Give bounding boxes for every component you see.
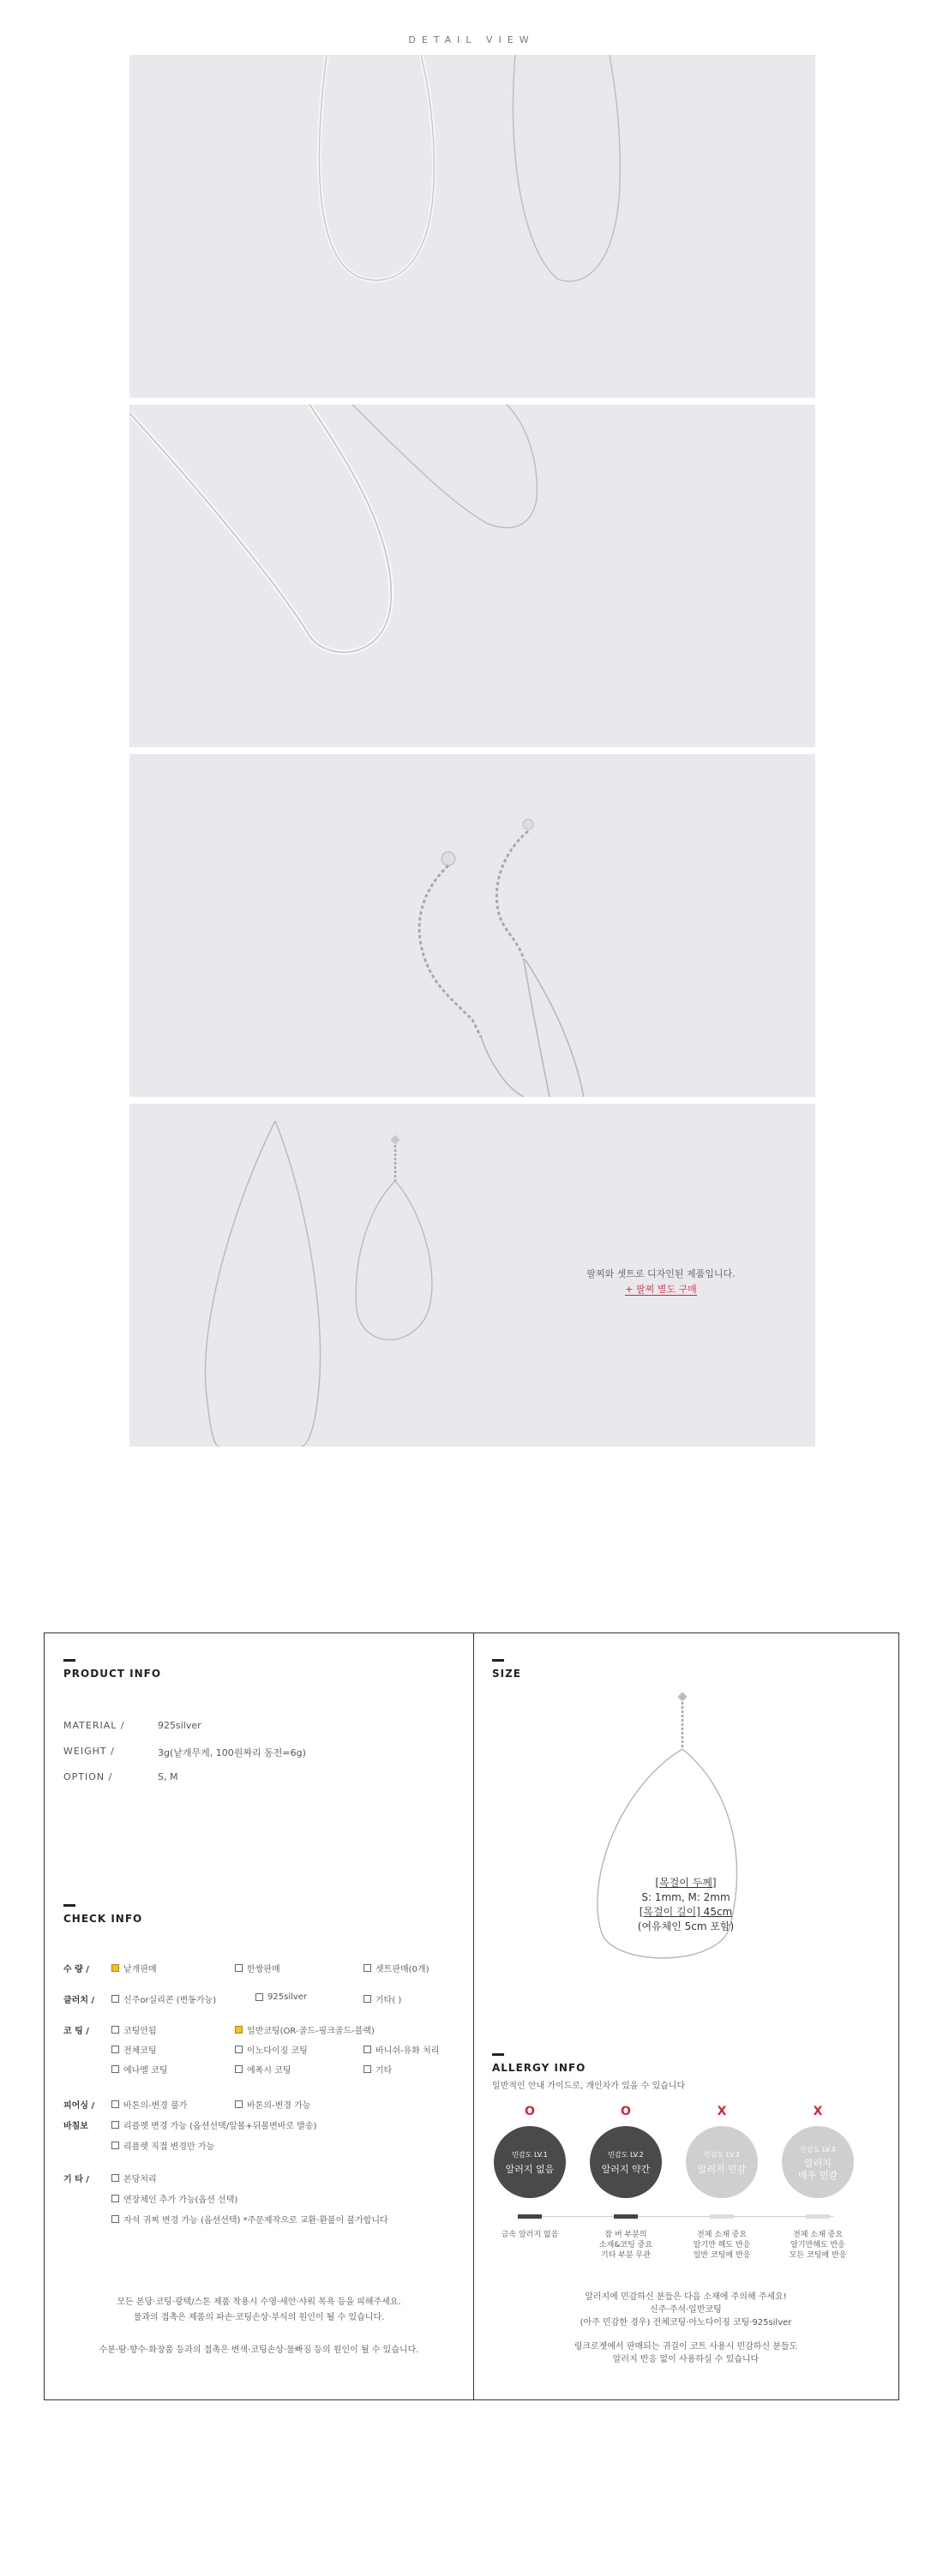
check-option[interactable] xyxy=(235,1962,280,1974)
check-option[interactable] xyxy=(111,2192,237,2205)
check-row-label: 클러치 / xyxy=(63,1996,95,2005)
checkbox-icon[interactable] xyxy=(363,2046,371,2053)
checkbox-checked-icon[interactable] xyxy=(111,1964,119,1972)
check-option[interactable] xyxy=(111,2043,157,2056)
check-option[interactable] xyxy=(111,2139,214,2152)
spec-key: OPTION / xyxy=(63,1771,113,1782)
allergy-note xyxy=(473,2291,898,2329)
allergy-desc-2 xyxy=(583,2230,669,2261)
spec-key: WEIGHT / xyxy=(63,1746,115,1757)
allergy-desc-line: 소재&코팅 중요 xyxy=(598,2241,653,2250)
check-row-etc-3 xyxy=(63,2213,466,2225)
check-option[interactable] xyxy=(111,2023,157,2036)
check-row-quantity xyxy=(63,1962,466,1974)
check-option-label: 일반코팅(OR-골드-핑크골드-블랙) xyxy=(247,2027,375,2036)
check-option-label: 전체코팅 xyxy=(123,2046,157,2056)
check-row-etc xyxy=(63,2172,466,2184)
check-row-etc-2 xyxy=(63,2192,466,2204)
allergy-note-line: (아주 민감한 경우) 전체코팅·아노다이징 코팅·925silver xyxy=(580,2318,792,2327)
check-row-piercing xyxy=(63,2098,466,2110)
allergy-desc-4 xyxy=(775,2230,861,2261)
check-option-label: 자석 귀찌 변경 가능 (옵션선택) *주문제작으로 교환·환불이 불가합니다 xyxy=(123,2216,388,2226)
allergy-level-1 xyxy=(494,2126,566,2198)
care-note-2: 물과의 접촉은 제품의 파손·코팅손상·부식의 원인이 될 수 있습니다. xyxy=(133,2313,385,2322)
allergy-note-line: 알러지에 민감하신 분들은 다음 소재에 주의해 주세요! xyxy=(585,2292,787,2302)
check-option-label: 바니쉬-유화 처리 xyxy=(375,2046,440,2056)
allergy-level-3 xyxy=(686,2126,758,2198)
checkbox-icon[interactable] xyxy=(235,2046,243,2053)
check-row-label: 피어싱 / xyxy=(63,2101,95,2111)
checkbox-icon[interactable] xyxy=(111,2100,119,2108)
check-option-label: 코팅안됨 xyxy=(123,2027,157,2036)
check-option-label: 한쌍판매 xyxy=(247,1965,280,1974)
allergy-level-2 xyxy=(590,2126,662,2198)
product-info-title: PRODUCT INFO xyxy=(63,1668,162,1680)
checkbox-icon[interactable] xyxy=(363,1995,371,2003)
check-row-coating xyxy=(63,2023,466,2035)
checkbox-icon[interactable] xyxy=(111,2174,119,2182)
product-photo-3 xyxy=(129,754,815,1097)
checkbox-icon[interactable] xyxy=(235,2065,243,2073)
spec-value: 3g(낱개무게, 100원짜리 동전=6g) xyxy=(158,1747,306,1758)
size-label xyxy=(600,1876,772,1934)
allergy-level-name: 알러지 민감 xyxy=(697,2164,747,2175)
check-option[interactable] xyxy=(111,2063,167,2076)
spec-value: S, M xyxy=(158,1771,178,1782)
checkbox-icon[interactable] xyxy=(111,2121,119,2129)
allergy-mark-3: X xyxy=(717,2105,727,2118)
detail-view-title: DETAIL VIEW xyxy=(408,34,535,45)
caption-line-1: 팔찌와 셋트로 디자인된 제품입니다. xyxy=(586,1268,736,1279)
allergy-desc-line: 전체 소재 중요 xyxy=(793,2231,843,2239)
size-label-thickness-title: [목걸이 두께] xyxy=(655,1877,717,1889)
check-option-label: 기타 xyxy=(375,2066,393,2076)
allergy-note-line: 알러지 반응 없이 사용하실 수 있습니다 xyxy=(612,2355,760,2364)
checkbox-checked-icon[interactable] xyxy=(235,2026,243,2034)
checkbox-icon[interactable] xyxy=(363,1964,371,1972)
allergy-desc-line: 금속 알러지 없음 xyxy=(501,2231,559,2239)
product-photo-4 xyxy=(129,1104,815,1447)
checkbox-icon[interactable] xyxy=(111,2142,119,2149)
allergy-level-label: 민감도 LV.1 xyxy=(512,2151,548,2159)
allergy-desc-3 xyxy=(679,2230,765,2261)
allergy-mark-2: O xyxy=(621,2105,631,2118)
check-row-coating-2 xyxy=(63,2043,466,2055)
check-option-label: 연장체인 추가 가능(옵션 선택) xyxy=(123,2196,238,2205)
check-option[interactable] xyxy=(363,1962,429,1974)
check-option[interactable] xyxy=(235,2063,291,2076)
allergy-level-name: 알러지 xyxy=(804,2158,832,2169)
allergy-level-name-2: 매우 민감 xyxy=(797,2170,838,2181)
checkbox-icon[interactable] xyxy=(255,1993,263,2001)
checkbox-icon[interactable] xyxy=(363,2065,371,2073)
check-info-title: CHECK INFO xyxy=(63,1913,143,1925)
check-option[interactable] xyxy=(235,2098,310,2111)
photo-caption xyxy=(550,1267,772,1297)
check-option[interactable] xyxy=(363,2063,392,2076)
check-option[interactable] xyxy=(363,1992,401,2005)
check-option[interactable] xyxy=(111,1992,216,2005)
check-option-label: 본당처리 xyxy=(123,2175,157,2184)
allergy-desc-line: 전체 소재 중요 xyxy=(697,2231,747,2239)
allergy-desc-line: 일반 코팅에 반응 xyxy=(693,2251,751,2260)
info-box xyxy=(44,1632,899,2400)
checkbox-icon[interactable] xyxy=(111,2065,119,2073)
checkbox-icon[interactable] xyxy=(111,2026,119,2034)
check-option-label: 925silver xyxy=(267,1992,308,2002)
care-note-1: 모든 본당·코팅·광택/스톤 제품 착용시 수영·세안·샤워 목욕 등을 피해주세요. xyxy=(117,2297,401,2307)
check-option-label: 리플렛 직접 변경만 가능 xyxy=(123,2142,215,2152)
allergy-desc-1 xyxy=(487,2230,573,2240)
allergy-mark-4: X xyxy=(813,2105,823,2118)
check-option[interactable] xyxy=(111,2213,388,2226)
checkbox-icon[interactable] xyxy=(111,2195,119,2202)
check-option[interactable] xyxy=(111,2172,157,2184)
check-option-label: 이노다이징 코팅 xyxy=(247,2046,308,2056)
check-row-coating-3 xyxy=(63,2063,466,2075)
check-option[interactable] xyxy=(235,2023,375,2036)
check-option[interactable] xyxy=(111,2118,316,2131)
check-row-label-2: 바침보 xyxy=(63,2122,88,2131)
care-note-3: 수분·땀·향수·화장품 등과의 접촉은 변색·코팅손상·물빠짐 등의 원인이 될 수 있습니다. xyxy=(99,2345,419,2355)
check-option[interactable] xyxy=(255,1992,307,2002)
spec-value: 925silver xyxy=(158,1720,201,1731)
allergy-note-2 xyxy=(473,2340,898,2366)
allergy-note-line: 신주·주석·일반코팅 xyxy=(650,2305,722,2315)
allergy-desc-line: 알기만 해도 반응 xyxy=(693,2241,751,2250)
check-option-label: 리플렛 변경 가능 (옵션선택/앞볼+뒤볼변바로 발송) xyxy=(123,2122,317,2131)
allergy-subtitle: 일반적인 안내 가이드로, 개인차가 있을 수 있습니다 xyxy=(492,2082,686,2091)
allergy-level-name: 알러지 약간 xyxy=(601,2164,651,2175)
caption-line-2[interactable] xyxy=(550,1282,772,1297)
checkbox-icon[interactable] xyxy=(111,2046,119,2053)
allergy-scale-bar-4 xyxy=(806,2214,830,2219)
bracelet-purchase-link[interactable]: + 팔찌 별도 구매 xyxy=(625,1284,697,1295)
check-row-piercing-3 xyxy=(63,2139,466,2151)
spec-key: MATERIAL / xyxy=(63,1720,125,1731)
size-label-extension: (여유체인 5cm 포함) xyxy=(637,1920,735,1932)
allergy-scale-line xyxy=(525,2216,833,2217)
checkbox-icon[interactable] xyxy=(111,2215,119,2223)
allergy-level-name: 알러지 없음 xyxy=(505,2164,555,2175)
allergy-level-4 xyxy=(782,2126,854,2198)
allergy-desc-line: 알기만해도 반응 xyxy=(790,2241,845,2250)
check-option-label: 바톤의-변경 불가 xyxy=(123,2101,188,2111)
check-option-label: 신주or실리콘 (변동가능) xyxy=(123,1996,217,2005)
allergy-scale-bar-3 xyxy=(710,2214,734,2219)
allergy-scale-bar-2 xyxy=(614,2214,638,2219)
allergy-scale-bar-1 xyxy=(518,2214,542,2219)
allergy-desc-line: 모든 코팅에 반응 xyxy=(789,2251,847,2260)
check-option[interactable] xyxy=(111,2098,187,2111)
check-row-label: 수 량 / xyxy=(63,1965,89,1974)
allergy-desc-line: 잠 버 부분의 xyxy=(604,2231,647,2239)
check-option-label: 낱개판매 xyxy=(123,1965,157,1974)
check-option[interactable] xyxy=(111,1962,157,1974)
allergy-info-title: ALLERGY INFO xyxy=(492,2062,586,2074)
check-option[interactable] xyxy=(363,2043,439,2056)
product-photo-1 xyxy=(129,55,815,398)
check-option-label: 에폭시 코팅 xyxy=(247,2066,291,2076)
allergy-desc-line: 기타 부분 무관 xyxy=(601,2251,651,2260)
allergy-level-label: 민감도 LV.3 xyxy=(704,2151,740,2159)
check-option-label: 기타( ) xyxy=(375,1996,402,2005)
check-row-clutch xyxy=(63,1992,466,2004)
size-title: SIZE xyxy=(492,1668,522,1680)
allergy-level-label: 민감도 LV.4 xyxy=(800,2146,836,2154)
check-option[interactable] xyxy=(235,2043,308,2056)
size-label-length: [목걸이 길이] 45cm xyxy=(639,1906,733,1918)
check-option-label: 셋트판매(0개) xyxy=(375,1965,429,1974)
checkbox-icon[interactable] xyxy=(111,1995,119,2003)
check-row-piercing-2 xyxy=(63,2118,466,2130)
checkbox-icon[interactable] xyxy=(235,2100,243,2108)
check-row-label: 기 타 / xyxy=(63,2175,89,2184)
check-option-label: 에나멜 코팅 xyxy=(123,2066,168,2076)
check-row-label: 코 팅 / xyxy=(63,2027,89,2036)
allergy-mark-1: O xyxy=(525,2105,535,2118)
size-label-thickness: S: 1mm, M: 2mm xyxy=(641,1891,730,1903)
check-option-label: 바톤의-변경 가능 xyxy=(247,2101,311,2111)
allergy-level-label: 민감도 LV.2 xyxy=(608,2151,644,2159)
product-photo-2 xyxy=(129,404,815,747)
checkbox-icon[interactable] xyxy=(235,1964,243,1972)
allergy-note-line: 링크로젯에서 판매되는 귀걸이 코트 사용시 민감하신 분들도 xyxy=(574,2342,798,2351)
